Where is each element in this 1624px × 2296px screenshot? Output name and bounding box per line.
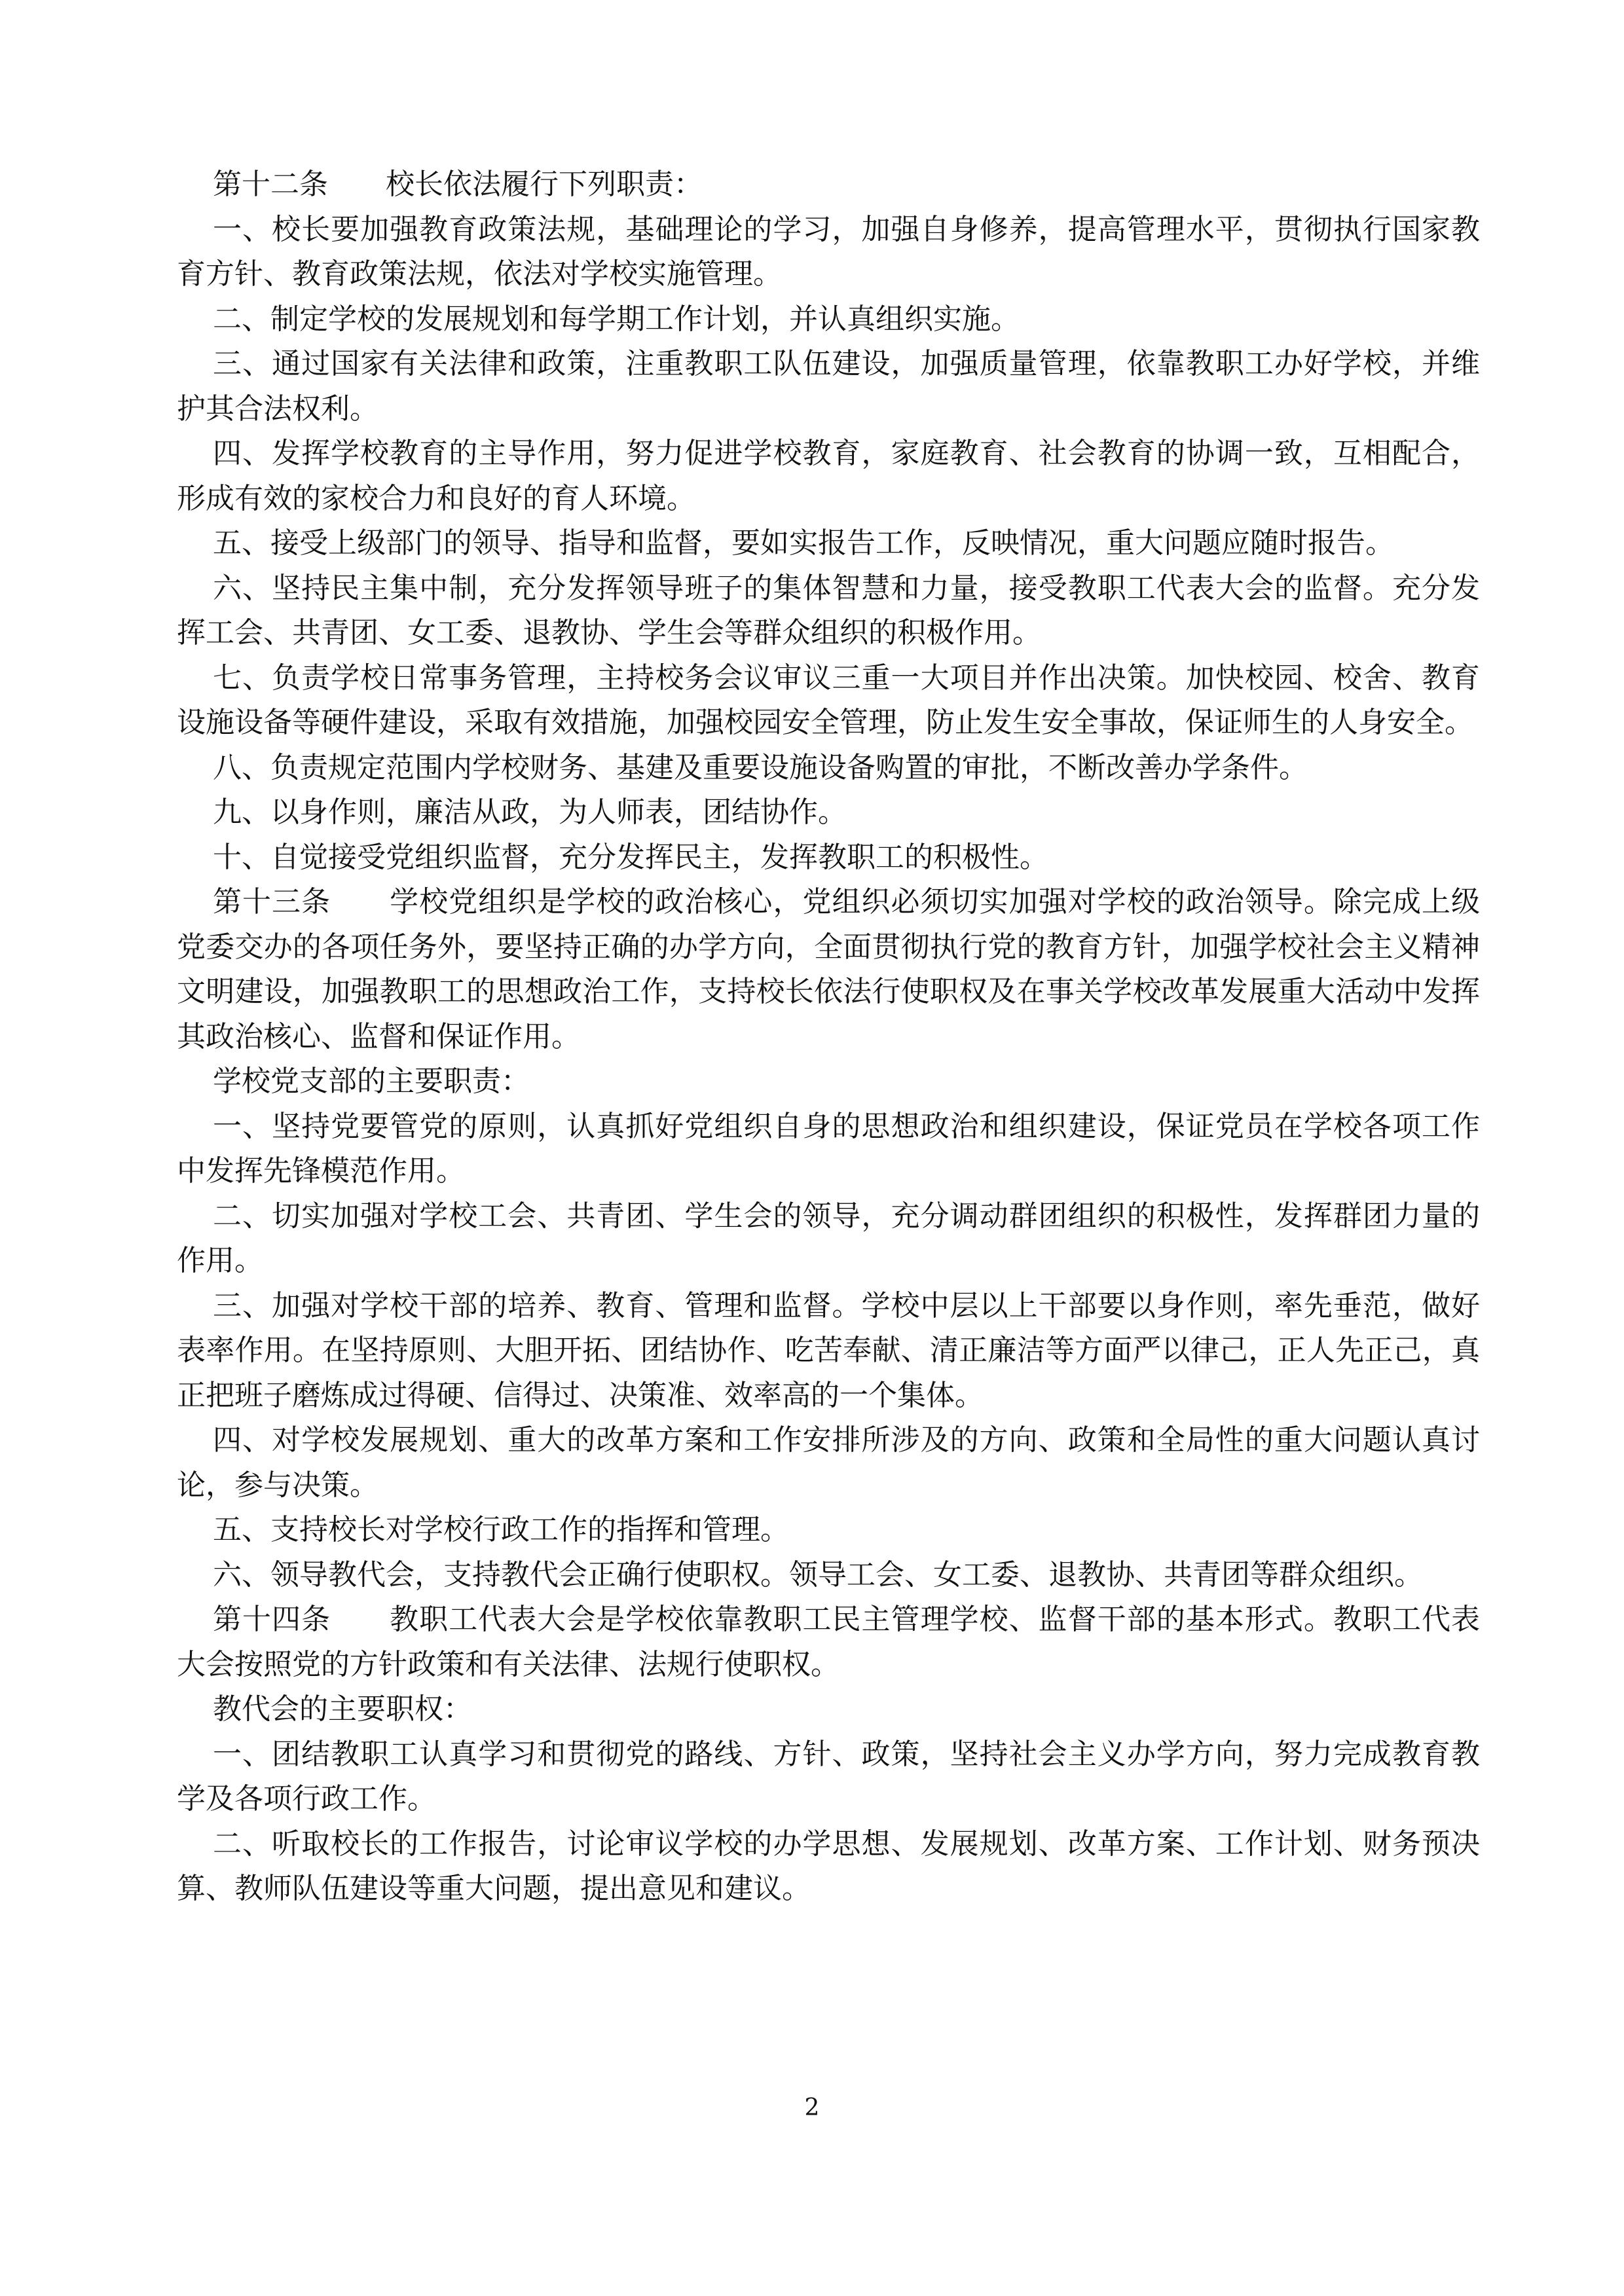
- article-12-heading: 第十二条 校长依法履行下列职责：: [213, 168, 703, 201]
- article-12-item-10: 十、自觉接受党组织监督，充分发挥民主，发挥教职工的积极性。: [213, 840, 1048, 874]
- staff-congress-item-2: 二、听取校长的工作报告，讨论审议学校的办学思想、发展规划、改革方案、工作计划、财务预决算、教师队伍建设等重大问题，提出意见和建议。: [177, 1827, 1480, 1905]
- article-12-item-9: 九、以身作则，廉洁从政，为人师表，团结协作。: [213, 795, 847, 829]
- staff-congress-item-1: 一、团结教职工认真学习和贯彻党的路线、方针、政策，坚持社会主义办学方向，努力完成教育教学及各项行政工作。: [177, 1737, 1480, 1815]
- article-12-item-4: 四、发挥学校教育的主导作用，努力促进学校教育，家庭教育、社会教育的协调一致，互相配合，形成有效的家校合力和良好的育人环境。: [177, 437, 1480, 515]
- article-12-item-2: 二、制定学校的发展规划和每学期工作计划，并认真组织实施。: [213, 302, 1020, 336]
- party-branch-item-1: 一、坚持党要管党的原则，认真抓好党组织自身的思想政治和组织建设，保证党员在学校各项工作中发挥先锋模范作用。: [177, 1109, 1480, 1188]
- document-body: [177, 162, 1480, 1912]
- article-13-heading: 第十三条 学校党组织是学校的政治核心，党组织必须切实加强对学校的政治领导。除完成上级党委交办的各项任务外，要坚持正确的办学方向，全面贯彻执行党的教育方针，加强学校社会主义精神文明建设，加强教职工的思想政治工作，支持校长依法行使职权及在事关学校改革发展重大活动中发挥其政治核心、监督和保证作用。: [177, 885, 1480, 1053]
- article-12-item-5: 五、接受上级部门的领导、指导和监督，要如实报告工作，反映情况，重大问题应随时报告。: [213, 526, 1394, 560]
- party-branch-duties-heading: 学校党支部的主要职责：: [213, 1065, 530, 1098]
- article-12-item-7: 七、负责学校日常事务管理，主持校务会议审议三重一大项目并作出决策。加快校园、校舍、教育设施设备等硬件建设，采取有效措施，加强校园安全管理，防止发生安全事故，保证师生的人身安全。: [177, 661, 1480, 739]
- article-14-heading: 第十四条 教职工代表大会是学校依靠教职工民主管理学校、监督干部的基本形式。教职工代表大会按照党的方针政策和有关法律、法规行使职权。: [177, 1603, 1480, 1681]
- article-12-item-8: 八、负责规定范围内学校财务、基建及重要设施设备购置的审批，不断改善办学条件。: [213, 750, 1308, 784]
- staff-congress-powers-heading: 教代会的主要职权：: [213, 1692, 472, 1726]
- page-number: 2: [804, 2094, 820, 2121]
- party-branch-item-6: 六、领导教代会，支持教代会正确行使职权。领导工会、女工委、退教协、共青团等群众组织。: [213, 1558, 1423, 1592]
- article-12-item-6: 六、坚持民主集中制，充分发挥领导班子的集体智慧和力量，接受教职工代表大会的监督。充分发挥工会、共青团、女工委、退教协、学生会等群众组织的积极作用。: [177, 571, 1480, 649]
- party-branch-item-2: 二、切实加强对学校工会、共青团、学生会的领导，充分调动群团组织的积极性，发挥群团力量的作用。: [177, 1199, 1480, 1277]
- party-branch-item-3: 三、加强对学校干部的培养、教育、管理和监督。学校中层以上干部要以身作则，率先垂范，做好表率作用。在坚持原则、大胆开拓、团结协作、吃苦奉献、清正廉洁等方面严以律己，正人先正己，真正把班子磨炼成过得硬、信得过、决策准、效率高的一个集体。: [177, 1288, 1480, 1412]
- party-branch-item-4: 四、对学校发展规划、重大的改革方案和工作安排所涉及的方向、政策和全局性的重大问题认真讨论，参与决策。: [177, 1423, 1480, 1502]
- party-branch-item-5: 五、支持校长对学校行政工作的指挥和管理。: [213, 1513, 789, 1546]
- article-12-item-1: 一、校长要加强教育政策法规，基础理论的学习，加强自身修养，提高管理水平，贯彻执行国家教育方针、教育政策法规，依法对学校实施管理。: [177, 212, 1480, 291]
- article-12-item-3: 三、通过国家有关法律和政策，注重教职工队伍建设，加强质量管理，依靠教职工办好学校，并维护其合法权利。: [177, 347, 1480, 426]
